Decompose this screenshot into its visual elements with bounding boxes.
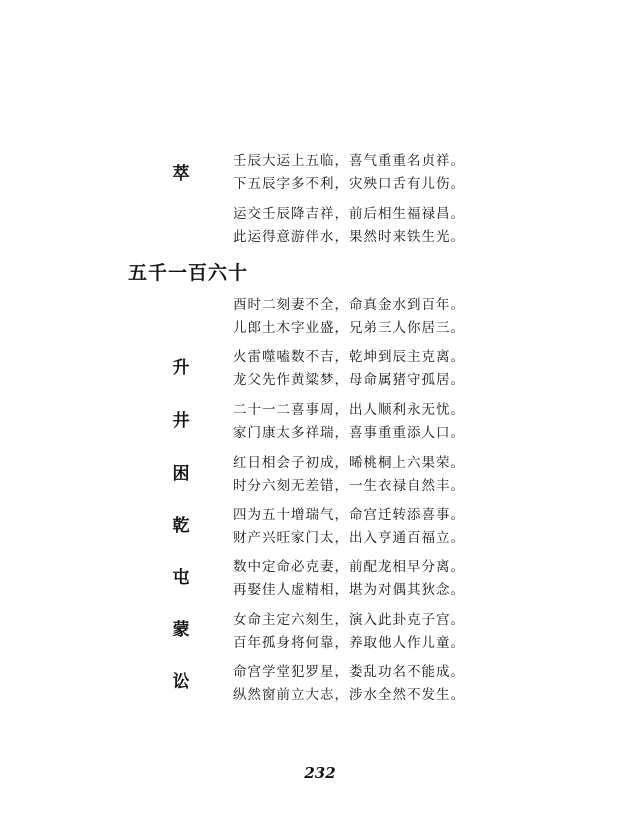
verse-line: 龙父先作黄粱梦，母命属猪守孤居。 [233,372,465,388]
verse-line: 财产兴旺家门太，出入亨通百福立。 [233,530,465,546]
verse-line: 时分六刻无差错，一生衣禄自然丰。 [233,478,465,494]
hexagram-label-sheng: 升 [172,358,190,378]
verse-line: 运交壬辰降吉祥，前后相生福禄昌。 [233,206,465,222]
verse-line: 家门康太多祥瑞，喜事重重添人口。 [233,425,465,441]
verse-stanza [233,609,465,655]
verse-line: 火雷噬嗑数不吉，乾坤到辰主克离。 [233,349,465,365]
verse-line: 壬辰大运上五临，喜气重重名贞祥。 [233,153,465,169]
section-heading: 五千一百六十 [128,262,249,284]
hexagram-label-meng: 蒙 [172,620,190,640]
verse-line: 下五辰字多不利，灾殃口舌有儿伤。 [233,176,465,192]
verse-line: 再娶佳人虚精相，堪为对偶其狄念。 [233,582,465,598]
verse-line: 数中定命必克妻，前配龙相早分离。 [233,559,465,575]
verse-line: 百年孤身将何靠，养取他人作儿童。 [233,635,465,651]
verse-line: 酉时二刻妻不全，命真金水到百年。 [233,297,465,313]
hexagram-label-zhun: 屯 [172,568,190,588]
verse-line: 红日相会子初成，晞桃桐上六果荣。 [233,455,465,471]
hexagram-label-qian: 乾 [172,516,190,536]
verse-line: 命宫学堂犯罗星，娄乱功名不能成。 [233,664,465,680]
verse-line: 此运得意游伴水，果然时来铁生光。 [233,229,465,245]
hexagram-label-kun: 困 [172,464,190,484]
verse-stanza [233,452,465,498]
verse-stanza [233,504,465,550]
hexagram-label-cui: 萃 [172,164,190,184]
verse-line: 二十一二喜事周，出人顺利永无忧。 [233,402,465,418]
verse-stanza [233,556,465,602]
verse-line: 纵然窗前立大志，涉水全然不发生。 [233,687,465,703]
hexagram-label-song: 讼 [172,672,190,692]
verse-line: 儿郎土木字业盛，兄弟三人你居三。 [233,320,465,336]
verse-stanza [233,399,465,445]
verse-stanza [233,294,465,340]
verse-stanza [233,661,465,707]
verse-line: 四为五十增瑞气，命宫迁转添喜事。 [233,507,465,523]
page-number: 232 [304,764,336,782]
hexagram-label-jing: 井 [172,411,190,431]
verse-stanza [233,150,465,196]
verse-stanza [233,346,465,392]
verse-line: 女命主定六刻生，演入此卦克子宫。 [233,612,465,628]
verse-stanza [233,203,465,249]
